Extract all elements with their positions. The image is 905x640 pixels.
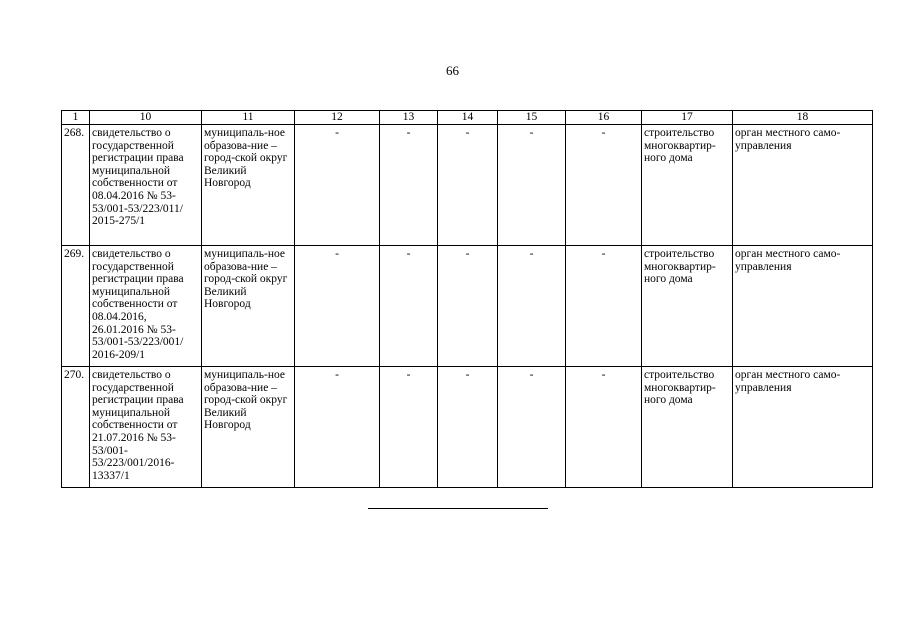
cell-col-12: - xyxy=(295,367,380,488)
column-header: 10 xyxy=(90,111,202,125)
registration-document: свидетельство о государственной регистрации права муниципальной собственности от 08.04.2016, 26.01.2016 № 53-53/001-53/223/001/ 2016-209/1 xyxy=(90,246,202,367)
column-header: 13 xyxy=(380,111,438,125)
owner: муниципаль-ное образова-ние –город-ской округ Великий Новгород xyxy=(202,367,295,488)
column-header: 16 xyxy=(566,111,642,125)
page-number: 66 xyxy=(446,63,459,78)
registration-document: свидетельство о государственной регистрации права муниципальной собственности от 08.04.2016 № 53-53/001-53/223/011/ 2015-275/1 xyxy=(90,125,202,246)
authority: орган местного само-управления xyxy=(733,125,873,246)
cell-col-12: - xyxy=(295,246,380,367)
owner: муниципаль-ное образова-ние – город-ской округ Великий Новгород xyxy=(202,246,295,367)
cell-col-14: - xyxy=(438,246,498,367)
cell-col-15: - xyxy=(498,367,566,488)
authority: орган местного само-управления xyxy=(733,367,873,488)
row-number: 268. xyxy=(62,125,90,246)
column-header: 15 xyxy=(498,111,566,125)
registration-document: свидетельство о государственной регистрации права муниципальной собственности от 21.07.2016 № 53-53/001-53/223/001/2016-13337/1 xyxy=(90,367,202,488)
cell-col-14: - xyxy=(438,125,498,246)
cell-col-15: - xyxy=(498,246,566,367)
authority: орган местного само-управления xyxy=(733,246,873,367)
column-header: 17 xyxy=(642,111,733,125)
owner: муниципаль-ное образова-ние – город-ской округ Великий Новгород xyxy=(202,125,295,246)
cell-col-13: - xyxy=(380,246,438,367)
cell-col-13: - xyxy=(380,125,438,246)
permitted-use: строительство многоквартир-ного дома xyxy=(642,246,733,367)
column-header: 11 xyxy=(202,111,295,125)
end-divider-line xyxy=(368,508,548,509)
row-number: 270. xyxy=(62,367,90,488)
column-header: 12 xyxy=(295,111,380,125)
row-number: 269. xyxy=(62,246,90,367)
cell-col-13: - xyxy=(380,367,438,488)
cell-col-14: - xyxy=(438,367,498,488)
cell-col-16: - xyxy=(566,367,642,488)
table-row xyxy=(62,246,873,367)
permitted-use: строительство многоквартир-ного дома xyxy=(642,367,733,488)
table-row xyxy=(62,367,873,488)
permitted-use: строительство многоквартир-ного дома xyxy=(642,125,733,246)
table-row xyxy=(62,125,873,246)
column-header: 14 xyxy=(438,111,498,125)
header-row xyxy=(62,111,873,125)
cell-col-16: - xyxy=(566,246,642,367)
column-header: 1 xyxy=(62,111,90,125)
column-header: 18 xyxy=(733,111,873,125)
register-table xyxy=(61,110,873,488)
cell-col-16: - xyxy=(566,125,642,246)
cell-col-12: - xyxy=(295,125,380,246)
cell-col-15: - xyxy=(498,125,566,246)
